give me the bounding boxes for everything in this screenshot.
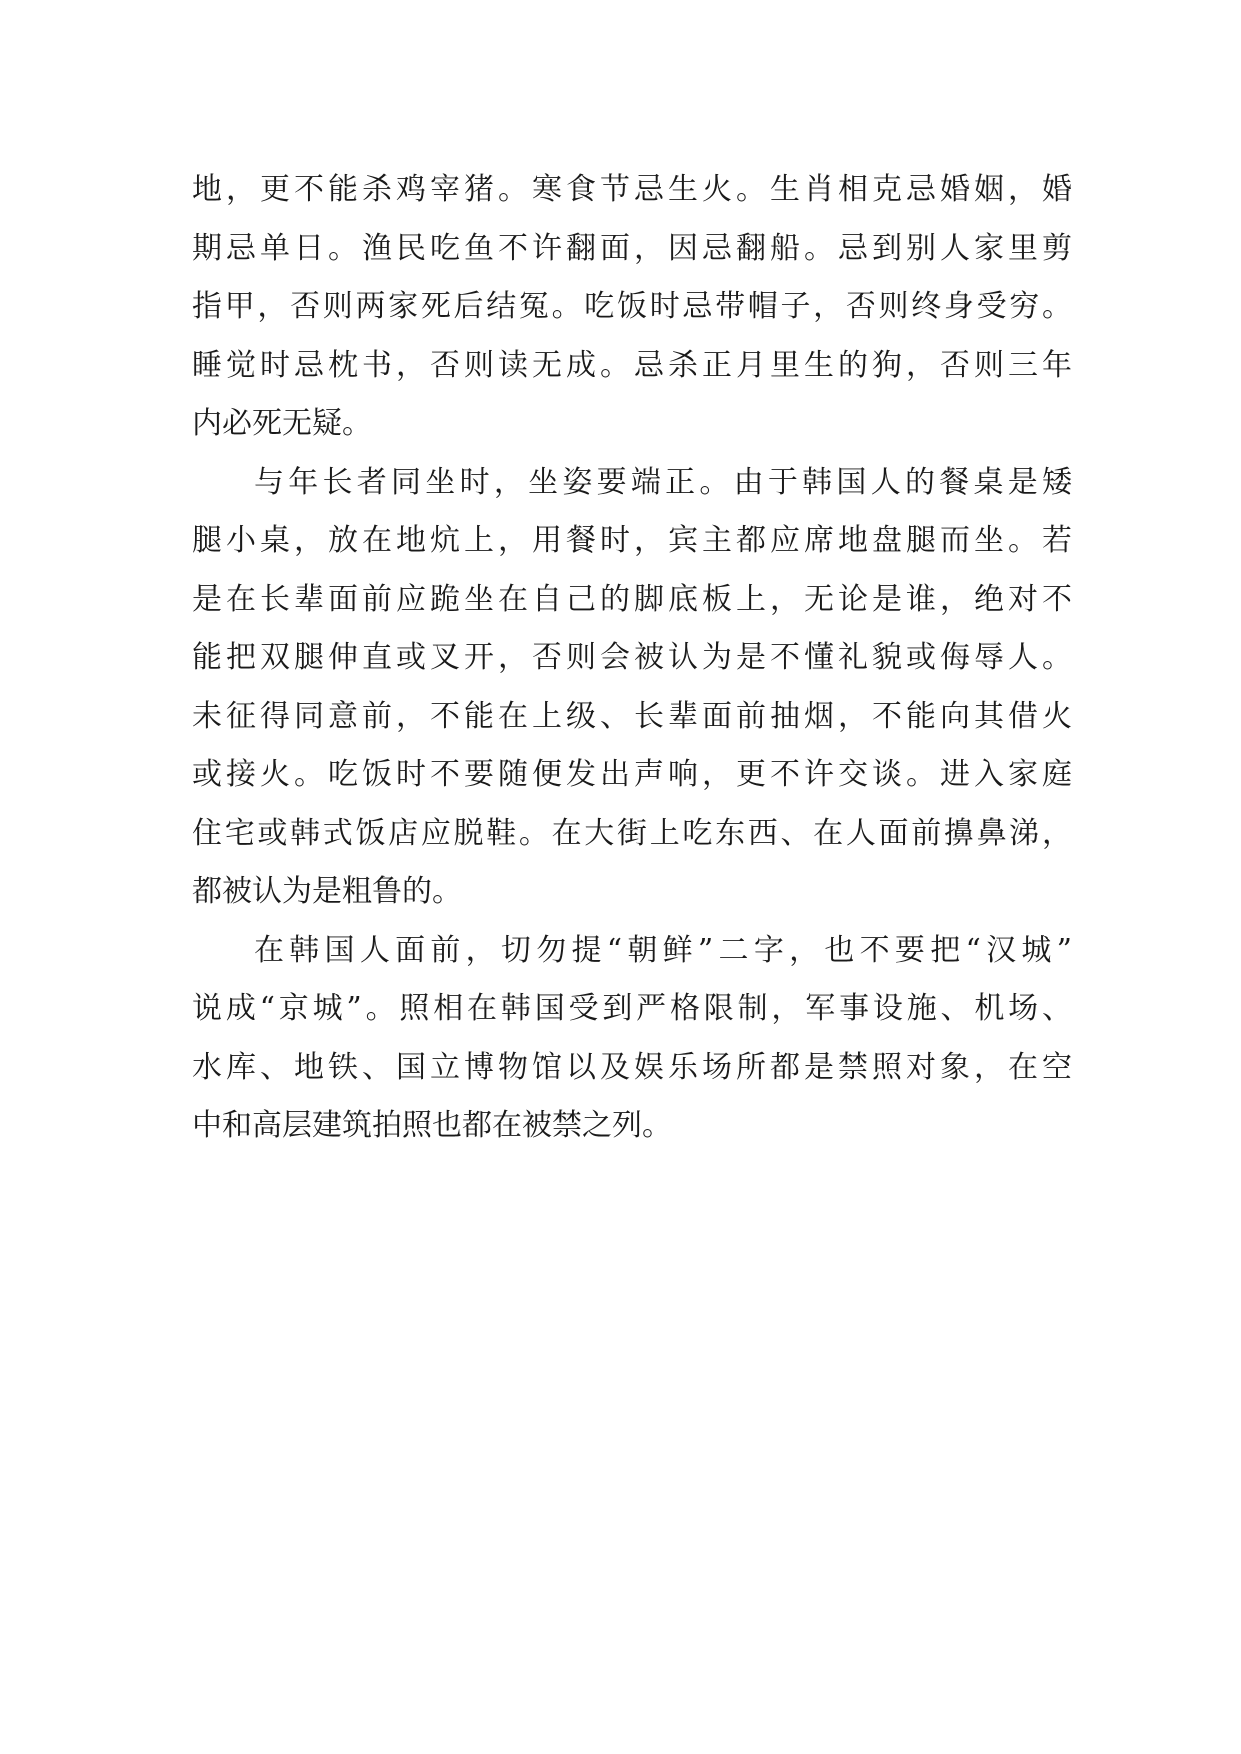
text-line: 期忌单日。渔民吃鱼不许翻面，因忌翻船。忌到别人家里剪	[192, 230, 1072, 266]
text-line: 指甲，否则两家死后结冤。吃饭时忌带帽子，否则终身受穷。	[192, 289, 1072, 324]
paragraph-first-line: 在韩国人面前，切勿提“朝鲜”二字，也不要把“汉城”	[254, 932, 1072, 968]
text-line: 住宅或韩式饭店应脱鞋。在大街上吃东西、在人面前擤鼻涕，	[192, 815, 1072, 851]
text-line: 说成“京城”。照相在韩国受到严格限制，军事设施、机场、	[192, 991, 1072, 1026]
text-line: 都被认为是粗鲁的。	[192, 874, 462, 909]
text-line: 未征得同意前，不能在上级、长辈面前抽烟，不能向其借火	[192, 698, 1072, 734]
text-line: 或接火。吃饭时不要随便发出声响，更不许交谈。进入家庭	[192, 757, 1072, 792]
text-line: 水库、地铁、国立博物馆以及娱乐场所都是禁照对象，在空	[192, 1049, 1072, 1085]
text-line: 中和高层建筑拍照也都在被禁之列。	[192, 1108, 672, 1143]
text-line: 腿小桌，放在地炕上，用餐时，宾主都应席地盘腿而坐。若	[192, 523, 1072, 558]
text-line: 地，更不能杀鸡宰猪。寒食节忌生火。生肖相克忌婚姻，婚	[192, 172, 1072, 207]
paragraph-first-line: 与年长者同坐时，坐姿要端正。由于韩国人的餐桌是矮	[254, 464, 1072, 500]
text-line: 是在长辈面前应跪坐在自己的脚底板上，无论是谁，绝对不	[192, 581, 1072, 617]
text-line: 能把双腿伸直或叉开，否则会被认为是不懂礼貌或侮辱人。	[192, 640, 1072, 675]
text-line: 睡觉时忌枕书，否则读无成。忌杀正月里生的狗，否则三年	[192, 347, 1072, 383]
body-text	[192, 161, 1072, 1156]
text-line: 内必死无疑。	[192, 406, 372, 441]
